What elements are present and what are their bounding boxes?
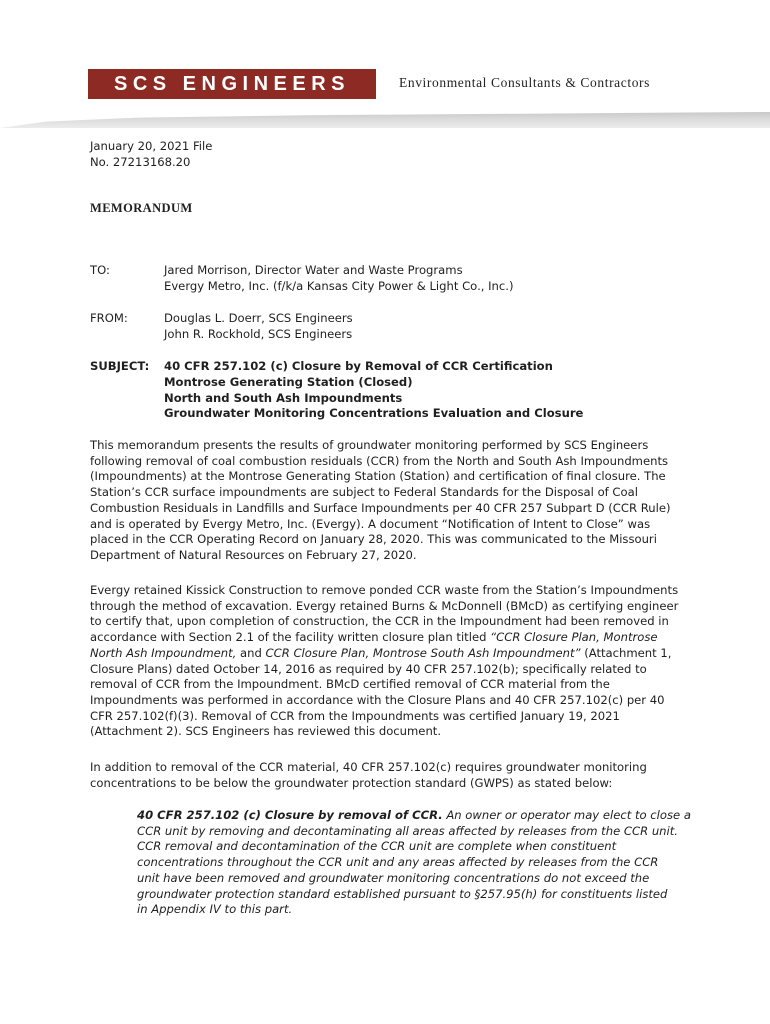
subject-line-2: Montrose Generating Station (Closed): [164, 374, 413, 389]
closure-plan-title: North Ash Impoundment,: [90, 645, 237, 660]
paragraph-line: concentrations to be below the groundwater protection standard (GWPS) as stated below:: [90, 775, 613, 790]
paragraph-line: CFR 257.102(f)(3). Removal of CCR from the Impoundments was certified January 19, 2021: [90, 708, 620, 723]
date-line: January 20, 2021 File: [90, 139, 213, 153]
paragraph-line: In addition to removal of the CCR material, 40 CFR 257.102(c) requires groundwater monitoring: [90, 760, 647, 774]
paragraph-line: [90, 630, 678, 646]
paragraph-line: following removal of coal combustion residuals (CCR) from the North and South Ash Impoundments: [90, 453, 669, 468]
from-senders: [164, 311, 353, 343]
paragraph-line: Impoundments was performed in accordance with the Closure Plans and 40 CFR 257.102(c) per 40: [90, 692, 665, 707]
to-recipient: [164, 263, 513, 295]
paragraph-line: Station’s CCR surface impoundments are subject to Federal Standards for the Disposal of Coal: [90, 485, 638, 500]
subject-label: SUBJECT:: [90, 359, 150, 373]
subject-line-3: North and South Ash Impoundments: [164, 390, 403, 405]
quote-line: concentrations throughout the CCR unit and any areas affected by releases from the CCR: [137, 855, 659, 870]
paragraph-line: Evergy retained Kissick Construction to remove ponded CCR waste from the Station’s Impoundments: [90, 583, 679, 597]
text-run: (Attachment 1,: [580, 645, 672, 660]
paragraph-line: [90, 646, 678, 662]
paragraph-line: Department of Natural Resources on February 27, 2020.: [90, 547, 417, 562]
subject-line-1: 40 CFR 257.102 (c) Closure by Removal of CCR Certification: [164, 359, 553, 373]
paragraph-intro: [90, 438, 670, 564]
paragraph-line: (Attachment 2). SCS Engineers has reviewed this document.: [90, 724, 442, 739]
regulation-quote: [137, 808, 691, 918]
text-run: and: [236, 645, 266, 660]
company-logo: SCS ENGINEERS: [88, 69, 376, 99]
file-number-line: No. 27213168.20: [90, 154, 191, 169]
paragraph-line: Combustion Residuals in Landfills and Surface Impoundments per 40 CFR 257 Subpart D (CCR Rule): [90, 500, 671, 515]
subject-line-4: Groundwater Monitoring Concentrations Evaluation and Closure: [164, 406, 584, 421]
header-divider-band: [0, 112, 770, 128]
quote-line: groundwater protection standard established pursuant to §257.95(h) for constituents listed: [137, 886, 668, 901]
paragraph-line: through the method of excavation. Evergy retained Burns & McDonnell (BMcD) as certifying engineer: [90, 598, 679, 613]
paragraph-line: (Impoundments) at the Montrose Generating Station (Station) and certification of final closure. The: [90, 469, 666, 484]
quote-line: CCR removal and decontamination of the CCR unit are complete when constituent: [137, 839, 617, 854]
paragraph-line: placed in the CCR Operating Record on January 28, 2020. This was communicated to the Missouri: [90, 532, 657, 547]
paragraph-line: removal of CCR from the Impoundment. BMcD certified removal of CCR material from the: [90, 677, 610, 692]
closure-plan-title: “CCR Closure Plan, Montrose: [490, 630, 658, 645]
memo-title: MEMORANDUM: [90, 201, 193, 215]
quote-heading: 40 CFR 257.102 (c) Closure by removal of CCR.: [137, 808, 443, 822]
from-line-2: John R. Rockhold, SCS Engineers: [164, 326, 353, 341]
paragraph-line: and is operated by Evergy Metro, Inc. (Evergy). A document “Notification of Intent to Close” was: [90, 516, 651, 531]
company-tagline: Environmental Consultants & Contractors: [399, 75, 650, 90]
quote-line: in Appendix IV to this part.: [137, 902, 293, 917]
to-label: TO:: [90, 263, 110, 277]
paragraph-line: Closure Plans) dated October 14, 2016 as required by 40 CFR 257.102(b); specifically related to: [90, 661, 647, 676]
from-line-1: Douglas L. Doerr, SCS Engineers: [164, 311, 353, 325]
from-label: FROM:: [90, 311, 128, 325]
quote-line: CCR unit by removing and decontaminating all areas affected by releases from the CCR unit.: [137, 823, 678, 838]
paragraph-line: This memorandum presents the results of groundwater monitoring performed by SCS Engineers: [90, 438, 649, 452]
to-line-1: Jared Morrison, Director Water and Waste Programs: [164, 263, 463, 277]
closure-plan-title: CCR Closure Plan, Montrose South Ash Impoundment”: [265, 645, 581, 660]
quote-line: unit have been removed and groundwater monitoring concentrations do not exceed the: [137, 870, 650, 885]
paragraph-line: to certify that, upon completion of construction, the CCR in the Impoundment had been removed in: [90, 614, 669, 629]
text-run: An owner or operator may elect to close a: [442, 808, 691, 822]
paragraph-excavation: [90, 583, 678, 740]
paragraph-gwps: [90, 760, 647, 791]
quote-line: [137, 808, 691, 824]
date-file-number: [90, 139, 212, 171]
subject-lines: [164, 359, 583, 422]
text-run: accordance with Section 2.1 of the facility written closure plan titled: [90, 630, 491, 645]
to-line-2: Evergy Metro, Inc. (f/k/a Kansas City Power & Light Co., Inc.): [164, 278, 514, 293]
